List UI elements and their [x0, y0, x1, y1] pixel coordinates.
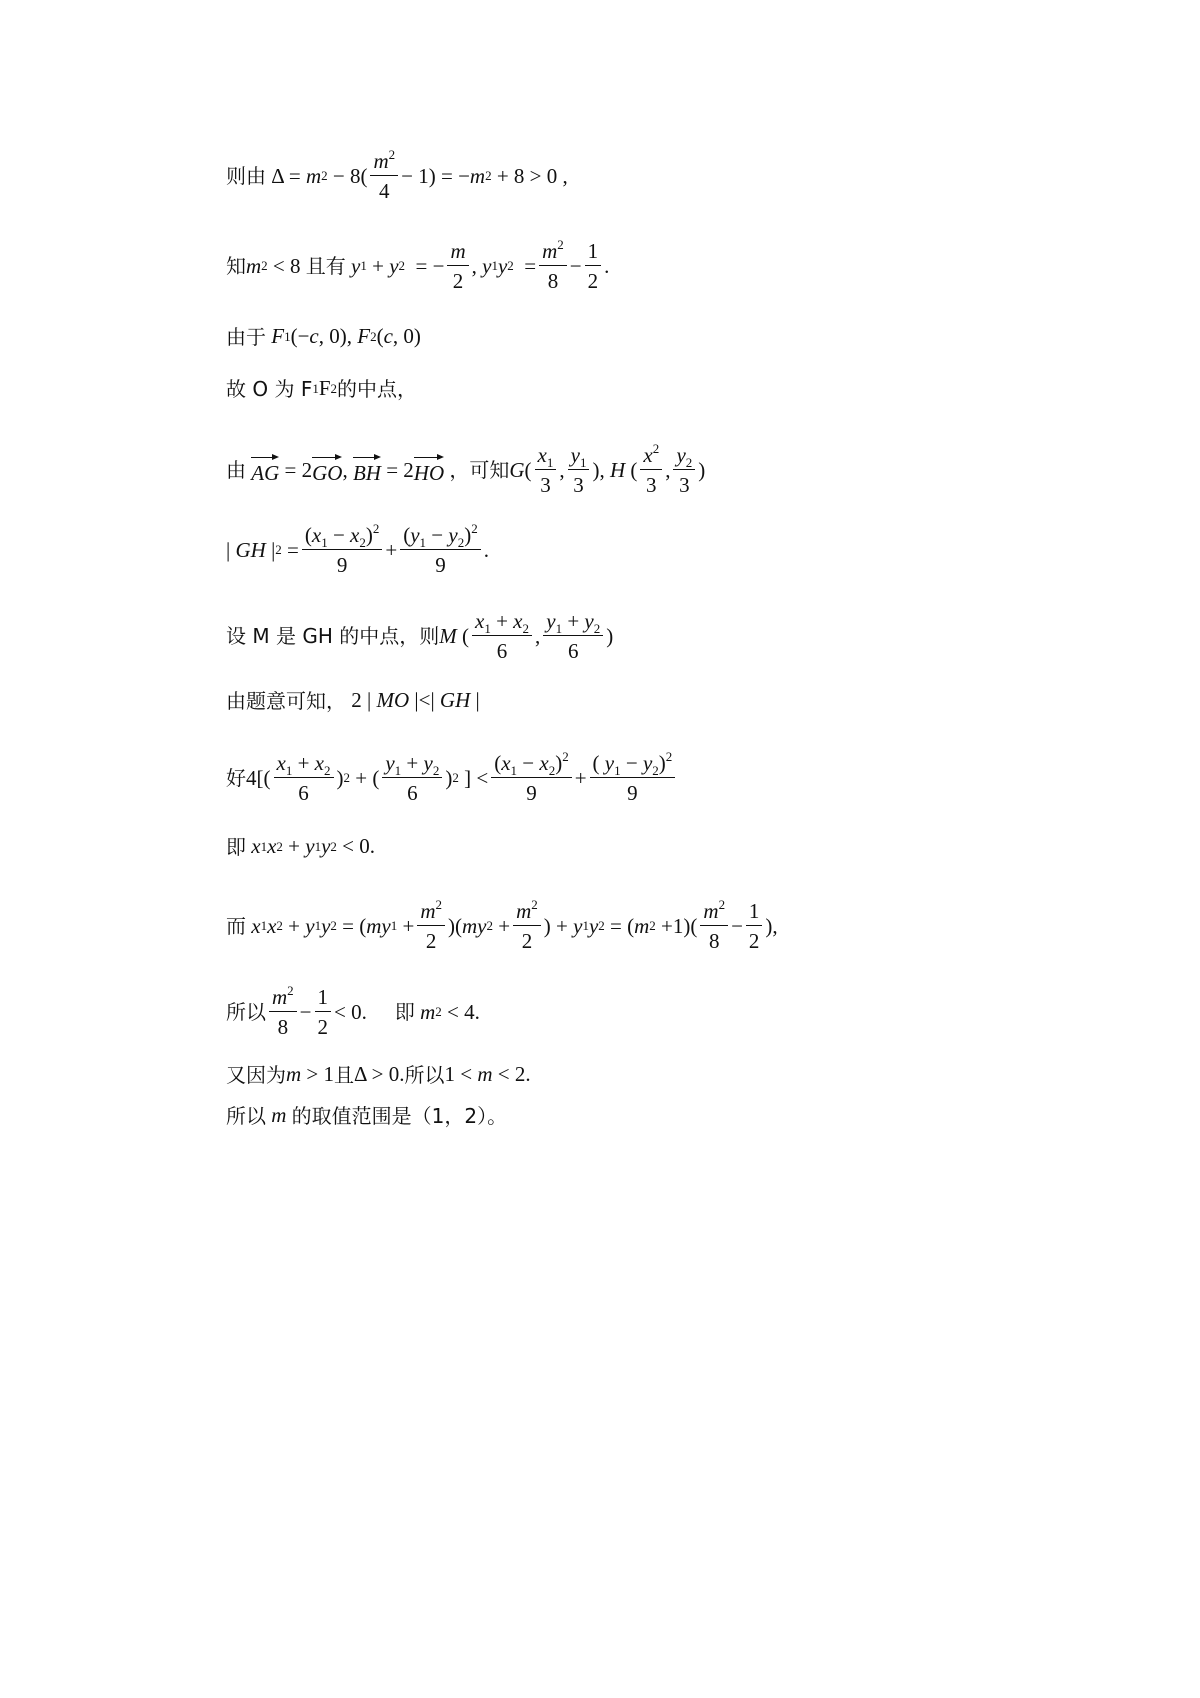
fraction-m2-over-4: $\frac{m^2}{4}$	[370, 150, 398, 202]
equation-line-inequality: 好 4[( $\frac{x_1 + x_2}{6}$ ) 2 + ( $\frac{y_1 + y_2}{6}$ ) 2 ] < $\frac{(x_1 - x_2)^2}{9}$ + $\frac{( y_1 - y_2)^2}{9}$	[226, 752, 678, 804]
line4-text: 故 O 为 F	[226, 376, 313, 401]
line2-prefix: 知	[226, 254, 246, 279]
equation-line-vectors: 由 AG = 2 GO , BH = 2 HO ， 可知 G ( $\frac{x_1}{3}$ , $\frac{y_1}{3}$ ), H ( $\frac{x^2}{3}$ , $\frac{y_2}{3}$ )	[226, 441, 706, 498]
line14-prefix: 所以	[226, 1103, 266, 1128]
line3-prefix: 由于	[226, 324, 266, 349]
line13-prefix: 又因为	[226, 1062, 286, 1087]
line13-mid: 且	[334, 1062, 355, 1087]
fraction-m-over-2: $\frac{m}{2}$	[447, 240, 468, 292]
line13-mid2: 所以	[404, 1062, 445, 1087]
line7-prefix: 设 M 是 GH 的中点，则	[226, 624, 440, 649]
equation-line-gh-squared: | GH | 2 = $\frac{(x_1 - x_2)^2}{9}$ + $\frac{(y_1 - y_2)^2}{9}$ .	[226, 521, 489, 578]
line14-suffix: 的取值范围是（1，2）。	[291, 1103, 508, 1128]
equation-line-condition: 由题意可知， 2 | MO |<| GH |	[226, 688, 480, 713]
equation-line-expansion: 而 x 1 x 2 + y 1 y 2 = ( my 1 + $\frac{m^2}{2}$ )( my 2 + $\frac{m^2}{2}$ ) + y 1 y 2 = ( m 2 +1)( $\frac{m^2}{8}$ − $\frac{1}{2}$ ),	[226, 897, 778, 954]
text-line-conclusion: 所以 m 的取值范围是（1，2）。	[226, 1103, 508, 1128]
fraction-m2-over-8: $\frac{m^2}{8}$	[539, 240, 567, 292]
line2-mid: 且有	[305, 254, 346, 279]
equation-line-m-squared-bound: 所以 $\frac{m^2}{8}$ − $\frac{1}{2}$ < 0. 即 m 2 < 4.	[226, 983, 480, 1040]
equation-line-product-negative: 即 x 1 x 2 + y 1 y 2 < 0.	[226, 834, 375, 859]
text-line-midpoint-o: 故 O 为 F 1 F 2 的中点，	[226, 376, 418, 401]
equation-line-midpoint-m: 设 M 是 GH 的中点，则 M ( $\frac{x_1 + x_2}{6}$ , $\frac{y_1 + y_2}{6}$ )	[226, 609, 614, 664]
line12-prefix: 所以	[226, 1000, 266, 1025]
line5-prefix: 由	[226, 458, 246, 483]
line5-mid: 可知	[469, 458, 510, 483]
equation-line-vieta: 知 m 2 < 8 且有 y 1 + y 2 = − $\frac{m}{2}$ , y 1 y 2 = $\frac{m^2}{8}$ − $\frac{1}{2}$ .	[226, 237, 610, 294]
line8-prefix: 由题意可知，	[226, 688, 346, 713]
equation-line-range-derivation: 又因为 m > 1 且 Δ > 0. 所以 1 < m < 2.	[226, 1062, 531, 1087]
fraction-1-over-2: $\frac{1}{2}$	[585, 240, 602, 292]
line11-prefix: 而	[226, 914, 246, 939]
line1-prefix: 则由	[226, 164, 266, 189]
line9-prefix: 好	[226, 766, 246, 791]
equation-line-foci: 由于 F 1 (− c , 0), F 2 ( c , 0)	[226, 324, 421, 349]
line12-mid: 即	[394, 1000, 415, 1025]
equation-line-discriminant: 则由 Δ = m 2 − 8( $\frac{m^2}{4}$ − 1) = − m 2 + 8 > 0 ,	[226, 147, 568, 204]
line4-suffix: 的中点，	[337, 376, 418, 401]
line10-prefix: 即	[226, 834, 246, 859]
